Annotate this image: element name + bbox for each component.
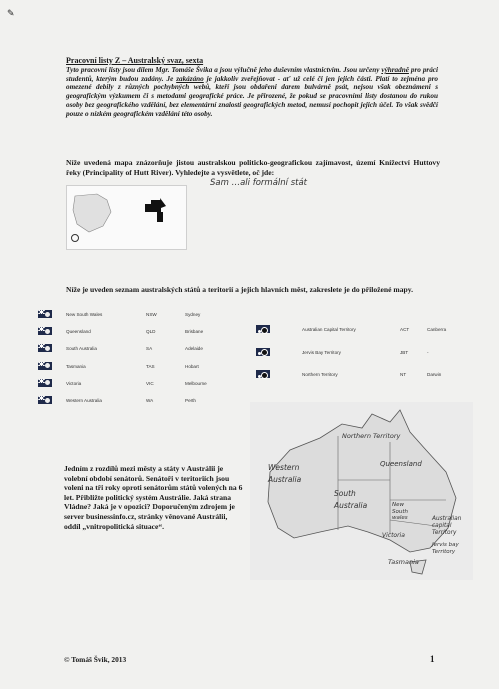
list-item-name: Western Australia — [66, 398, 102, 403]
list-item-name: South Australia — [66, 346, 97, 352]
intro-text-3: je jakkoliv zveřejňovat - ať už celé či jen jejich části. Platí to zejména pro omezené debily z různých pochybných webů, kteří jsou obdařeni darem bulvárně psát, nejsou však obeznámeni s geografickým výzkumem či s metodami geografické práce. Je přirozené, že pokud se pracovními listy dostanou do rukou osoby bez geografického vzdělání, bez elementární znalosti geografických metod, nemusí pochopit jejich účel. To však svědčí pouze o nízkém geografickém vzdělání této osoby. — [66, 74, 439, 118]
list-item-name: Australian Capital Territory — [302, 327, 356, 332]
list-item-capital: Brisbane — [185, 329, 204, 335]
list-item — [38, 310, 248, 320]
list-item-capital: Adelaide — [185, 346, 203, 352]
list-item-code: ACT — [400, 327, 410, 332]
list-item-name: Tasmania — [66, 363, 86, 369]
list-item — [38, 344, 248, 354]
list-item — [38, 362, 248, 372]
list-item — [256, 370, 466, 380]
list-item-capital: Melbourne — [185, 380, 207, 386]
list-item — [38, 379, 248, 389]
intro-text-1: Tyto pracovní listy jsou dílem Mgr. Tomáše Švika a jsou výlučně jeho duševním vlastnictvím. Jsou určeny — [66, 66, 382, 74]
intro-text-2: pro práci studentů, kterým budou zadány. Je — [66, 66, 438, 83]
list-item-capital: Darwin — [427, 372, 442, 377]
list-item-code: NT — [400, 372, 407, 377]
annotation-south: South Australia — [334, 489, 368, 510]
flag-icon — [256, 348, 270, 356]
list-item-code: WA — [146, 398, 154, 403]
flag-icon — [256, 325, 270, 333]
flag-icon — [38, 327, 52, 335]
annotation-act: Australian capital Territory — [432, 516, 462, 536]
flag-icon — [256, 370, 270, 378]
list-item-code: SA — [146, 346, 153, 352]
list-item-code: NSW — [146, 312, 157, 317]
annotation-tasmania: Tasmania — [388, 558, 419, 566]
list-item-name: Victoria — [66, 380, 82, 386]
intro-paragraph — [66, 66, 438, 118]
flag-icon — [38, 362, 52, 370]
list-item — [38, 327, 248, 337]
page-number: 1 — [430, 654, 435, 664]
list-item-name: New South Wales — [66, 312, 103, 317]
list-item-code: JBT — [400, 349, 409, 355]
list-item — [38, 396, 248, 406]
list-item — [256, 325, 466, 335]
intro-underlined-1: výhradně — [381, 66, 409, 74]
list-item-capital: - — [427, 349, 429, 355]
scan-mark-icon: ✎ — [7, 8, 15, 18]
annotation-victoria: Victoria — [382, 532, 405, 539]
annotation-western: Western Australia — [268, 463, 302, 484]
list-item-name: Queensland — [66, 329, 91, 335]
intro-underlined-2: zakázáno — [176, 74, 204, 83]
australia-outline-map — [250, 402, 473, 580]
flag-icon — [38, 344, 52, 352]
annotation-queensland: Queensland — [380, 460, 422, 468]
list-item-name: Jervis Bay Territory — [302, 349, 341, 355]
flag-icon — [38, 396, 52, 404]
states-instruction: Níže je uveden seznam australských států a teritorií a jejich hlavních měst, zakreslete je do přiložené mapy. — [66, 285, 414, 294]
list-item-capital: Hobart — [185, 363, 199, 369]
list-item-code: TAS — [146, 363, 155, 369]
list-item-capital: Perth — [185, 398, 196, 403]
hutt-river-question: Níže uvedená mapa znázorňuje jistou australskou politicko-geografickou zajímavost, území Knížectví Huttovy řeky (Principality of Hutt River). Vyhledejte a vysvětlete, oč jde: — [66, 158, 440, 177]
hutt-river-map — [66, 185, 187, 250]
hutt-river-map-graphic — [67, 186, 186, 249]
annotation-northern: Northern Territory — [342, 432, 401, 440]
page-title: Pracovní listy Z – Australský svaz, sexta — [66, 56, 204, 65]
annotation-nsw: New South wales — [392, 502, 408, 521]
list-item-code: QLD — [146, 329, 156, 335]
list-item-name: Northern Territory — [302, 372, 338, 377]
list-item — [256, 348, 466, 358]
list-item-capital: Canberra — [427, 327, 447, 332]
annotation-jervis: Jervis bay Territory — [432, 542, 459, 555]
flag-icon — [38, 310, 52, 318]
politics-question: Jedním z rozdílů mezi městy a státy v Austrálii je volební období senátorů. Senátoři v teritoriích jsou voleni na tři roky oproti senátorům států volených na 6 let. Přibližte politický systém Austrálie. Jaká strana Vládne? Jaká je v opozici? Doporučeným zdrojem je server businessinfo.cz, stránky věnované Austrálii, oddíl „vnitropolitická situace“. — [64, 464, 243, 531]
list-item-capital: Sydney — [185, 312, 201, 317]
copyright: © Tomáš Švik, 2013 — [64, 655, 127, 664]
flag-icon — [38, 379, 52, 387]
list-item-code: VIC — [146, 380, 154, 386]
handwritten-answer: Sam …ali formální stát — [210, 178, 308, 188]
